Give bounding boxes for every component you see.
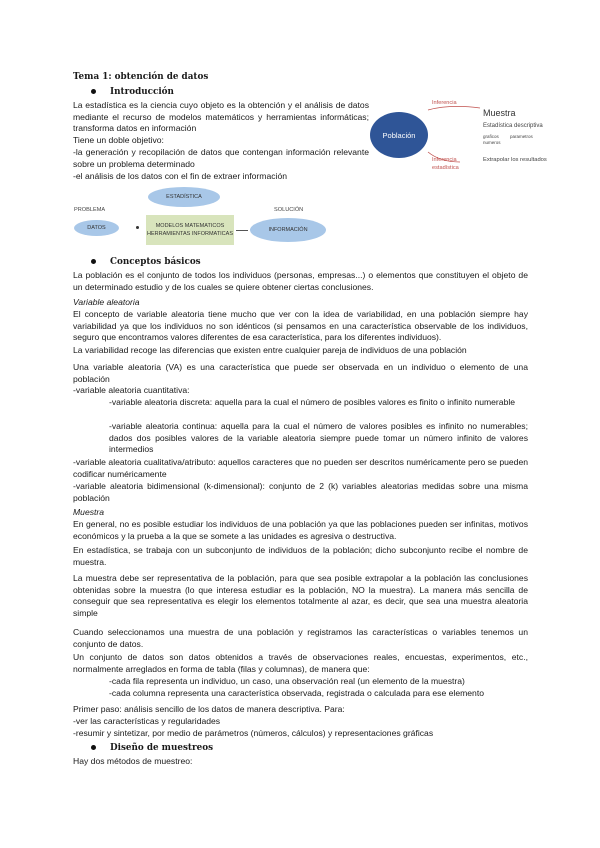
intro-paragraph-2: Tiene un doble objetivo: (73, 135, 164, 145)
muestra-paragraph-2: En estadística, se trabaja con un subconjunto de individuos de la población; dicho subconjunto recibe el nombre de muestra. (73, 545, 528, 567)
flow-diagram (70, 185, 340, 247)
va-paragraph-6: -variable aleatoria continua: aquella para la cual el número de valores posibles es infinito no numerables; dados dos posibles valores de la variable aleatoria siempre puede tomar un número infinito de valores intermedios (109, 421, 528, 455)
modelos-box (146, 215, 234, 245)
va-paragraph-1: El concepto de variable aleatoria tiene mucho que ver con la idea de variabilidad, en una población siempre hay variabilidad ya que los individuos no son idénticos (si pensamos en una característica observable de los individuos, seguro que encontramos valores diferentes de esa característica, para los diferentes individuos). (73, 309, 528, 343)
muestra-label: Muestra (483, 108, 516, 118)
muestra-paragraph-3: La muestra debe ser representativa de la población, para que sea posible extrapolar a la población las conclusiones obtenidas sobre la muestra (lo que interesa estudiar es la población, NO la muestra). La manera más sencilla de conseguir que sea representativa es elegir los elementos totalmente al azar, es decir, que sea una muestra aleatoria simple (73, 573, 528, 618)
intro-heading (91, 87, 174, 97)
intro-heading-text: Introducción (110, 87, 174, 97)
diseno-heading (91, 743, 213, 753)
problema-label: PROBLEMA (74, 207, 106, 213)
diseno-paragraph-1: Hay dos métodos de muestreo: (73, 756, 193, 766)
page-title: Tema 1: obtención de datos (73, 72, 209, 82)
muestra-paragraph-8: Primer paso: análisis sencillo de los datos de manera descriptiva. Para: (73, 704, 345, 714)
va-paragraph-8: -variable aleatoria bidimensional (k-dimensional): conjunto de 2 (k) variables aleatorias medidas sobre una misma población (73, 481, 528, 503)
conceptos-heading (91, 257, 201, 267)
poblacion-diagram (370, 100, 570, 180)
inferencia-top-label: Inferencia (432, 100, 457, 106)
muestra-paragraph-7: -cada columna representa una característica observada, registrada o calculada para ese elemento (109, 688, 484, 698)
bullet-icon (91, 259, 96, 264)
muestra-paragraph-10: -resumir y sintetizar, por medio de parámetros (números, cálculos) y representaciones gráficas (73, 728, 434, 738)
solucion-label: SOLUCIÓN (274, 207, 304, 213)
estadistica-node: ESTADÍSTICA (148, 187, 220, 207)
inferencia-bottom-label: Inferencia estadística (432, 157, 459, 171)
bullet-icon (91, 89, 96, 94)
conceptos-heading-text: Conceptos básicos (110, 257, 201, 267)
intro-paragraph-1: La estadística es la ciencia cuyo objeto es la obtención y el análisis de datos mediante el recurso de modelos matemáticos y herramientas informáticas; transforma datos en información (73, 100, 369, 134)
muestra-paragraph-5: Un conjunto de datos son datos obtenidos a través de observaciones reales, encuestas, experimentos, etc., normalmente arreglados en forma de tabla (filas y columnas), de manera que: (73, 652, 528, 674)
muestra-heading: Muestra (73, 507, 105, 517)
conceptos-paragraph-1: La población es el conjunto de todos los individuos (personas, empresas...) o elementos que constituyen el objeto de un determinado estudio y de los cuales se quiere obtener ciertas conclusiones. (73, 270, 528, 292)
va-paragraph-4: -variable aleatoria cuantitativa: (73, 385, 190, 395)
va-paragraph-2: La variabilidad recoge las diferencias que existen entre cualquier pareja de individuos de una población (73, 345, 467, 355)
va-paragraph-3: Una variable aleatoria (VA) es una característica que puede ser observada en un individuo o elemento de una población (73, 362, 528, 384)
va-paragraph-7: -variable aleatoria cualitativa/atributo: aquellos caracteres que no pueden ser descritos numéricamente pero se pueden codificar numéricamente (73, 457, 528, 479)
modelos-line-2: HERRAMIENTAS INFORMATICAS (147, 231, 233, 237)
extrapolar-label: Extrapolar los resultados (483, 157, 547, 163)
flow-arrow (236, 230, 248, 231)
datos-node: DATOS (74, 220, 119, 236)
diseno-heading-text: Diseño de muestreos (110, 743, 214, 753)
muestra-paragraph-6: -cada fila representa un individuo, un caso, una observación real (un elemento de la muestra) (109, 676, 465, 686)
numeros-label: numeros (483, 140, 501, 145)
modelos-line-1: MODELOS MATEMATICOS (155, 223, 225, 229)
parametros-label: parametros (510, 134, 533, 139)
va-paragraph-5: -variable aleatoria discreta: aquella para la cual el número de posibles valores es finito o infinito numerable (109, 397, 516, 407)
muestra-paragraph-4: Cuando seleccionamos una muestra de una población y registramos las características o variables tenemos un conjunto de datos. (73, 627, 528, 649)
informacion-node: INFORMACIÓN (250, 218, 326, 242)
connector-dot (136, 226, 139, 229)
muestra-paragraph-1: En general, no es posible estudiar los individuos de una población ya que las poblaciones pueden ser infinitas, motivos económicos y la prueba a la que se somete a las unidades es agresiva o destructiva. (73, 519, 528, 541)
muestra-paragraph-9: -ver las características y regularidades (73, 716, 221, 726)
estadistica-descriptiva-label: Estadística descriptiva (483, 123, 543, 129)
variable-aleatoria-heading: Variable aleatoria (73, 297, 140, 307)
poblacion-node: Población (370, 112, 428, 158)
intro-paragraph-3: -la generación y recopilación de datos que contengan información relevante sobre un problema determinado (73, 147, 369, 169)
intro-paragraph-4: -el análisis de los datos con el fin de extraer información (73, 171, 288, 181)
graficos-label: graficos (483, 134, 499, 139)
bullet-icon (91, 745, 96, 750)
